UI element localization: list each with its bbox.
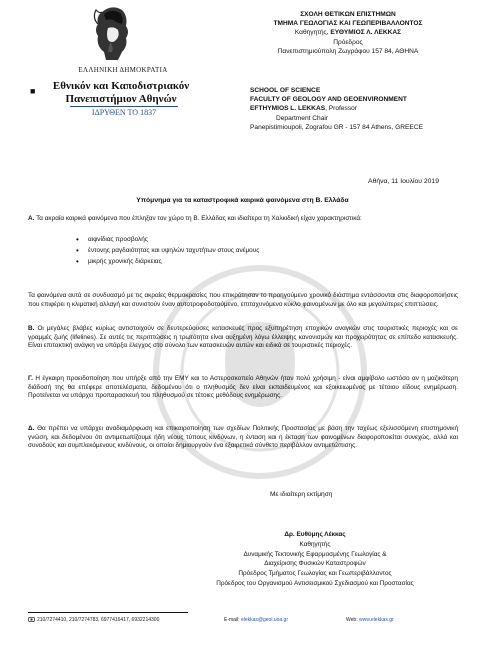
section-d-label: Δ.	[28, 425, 35, 432]
en-professor	[250, 104, 480, 113]
phone-icon	[28, 617, 35, 622]
athena-logo-icon	[88, 4, 136, 62]
footer-email-link[interactable]: elekkas@geol.uoa.gr	[240, 617, 289, 623]
footer-email	[224, 617, 288, 623]
footer-divider	[28, 612, 188, 613]
signer-line4: Πρόεδρος του Οργανισμού Αντισεισμικού Σχεδιασμού και Προστασίας	[216, 579, 414, 587]
en-prof-suffix: , Professor	[325, 105, 357, 113]
signer-line1: Δυναμικής Τεκτονικής Εφαρμοσμένης Γεωλογίας &	[243, 550, 387, 558]
signer-line3: Πρόεδρος Τμήματος Γεωλογίας και Γεωπεριβάλλοντος	[238, 570, 392, 578]
letter-date: Αθήνα, 11 Ιουλίου 2019	[368, 178, 439, 185]
gr-prof-name: ΕΥΘΥΜΙΟΣ Λ. ΛΕΚΚΑΣ	[330, 29, 402, 37]
header-greek	[228, 10, 468, 56]
en-school: SCHOOL OF SCIENCE	[250, 87, 321, 94]
footer-web	[346, 617, 394, 623]
section-c	[28, 375, 458, 401]
section-c-label: Γ.	[28, 375, 33, 382]
list-item: • αιφνίδιας προσβολής	[76, 234, 259, 245]
section-b-text: Οι μεγάλες βλάβες κυρίως αντιστοιχούν σε δευτερεύουσες κατασκευές προς εξυπηρέτηση εποχικών αναγκών στις τουριστικές περιοχές και σε γραμμές ζωής (lifelines). Σε αυτές τις περιπτώσεις η τρωτότητα είναι αυξημένη λόγω έλλειψης κανονισμών και προχειρότητας σε επίπεδο κατασκευής. Είναι επιτακτική ανάγκη να υπάρξει έλεγχος στο σύνολο των κατασκευών αυτών και ειδικά σε τουριστικές περιοχές.	[28, 325, 458, 350]
gr-professor	[228, 28, 468, 37]
gr-school: ΣΧΟΛΗ ΘΕΤΙΚΩΝ ΕΠΙΣΤΗΜΩΝ	[300, 11, 396, 18]
header-english	[250, 86, 480, 132]
footer-web-label: Web:	[346, 617, 359, 623]
list-item: • μικρής χρονικής διάρκειας	[76, 256, 259, 267]
gr-role: Πρόεδρος	[333, 38, 363, 46]
section-a-text: Τα ακραία καιρικά φαινόμενα που έπληξαν τον χώρο τη Β. Ελλάδας και ιδιαίτερα τη Χαλκιδική είχαν χαρακτηριστικά:	[34, 215, 362, 222]
closing-phrase: Με ιδιαίτερη εκτίμηση	[270, 491, 333, 498]
footer-phone-numbers: 210/7274410, 210/7274783, 6977416417, 6932214300	[37, 617, 160, 623]
footer-web-link[interactable]: www.elekkas.gr	[358, 617, 394, 623]
founded-divider	[70, 106, 178, 107]
country-name: ΕΛΛΗΝΙΚΗ ΔΗΜΟΚΡΑΤΙΑ	[78, 66, 168, 74]
gr-department: ΤΜΗΜΑ ΓΕΩΛΟΓΙΑΣ ΚΑΙ ΓΕΩΠΕΡΙΒΑΛΛΟΝΤΟΣ	[273, 20, 423, 28]
footer-email-label: E-mail:	[224, 617, 241, 623]
gr-address: Πανεπιστημιούπολη Ζωγράφου 157 84, ΑΘΗΝΑ	[277, 47, 419, 55]
university-name	[26, 80, 216, 106]
en-prof-name: EFTHYMIOS L. LEKKAS	[250, 105, 326, 113]
footer-phones	[28, 617, 159, 623]
en-address: Panepistimioupoli, Zografou GR - 157 84 Athens, GREECE	[250, 123, 423, 131]
university-name-line1: Εθνικόν και Καποδιστριακόν	[52, 80, 190, 92]
gr-prof-prefix: Καθηγητής,	[294, 29, 331, 37]
signer-title: Καθηγητής	[299, 540, 331, 548]
section-a-label: Α.	[28, 215, 35, 222]
bullet-icon: ■	[30, 86, 36, 96]
section-d-text: Θα πρέπει να υπάρχει αναδιαμόρφωση και επικαιροποίηση των σχεδίων Πολιτικής Προστασίας με βάση την ταχέως εξελισσόμενη επιστημονική γνώση, και δεδομένου ότι αντιμετωπίζουμε ήδη νέους τύπους κινδύνων, η ένταση και η έκταση των φαινομένων διαφοροποιείται συνεχώς, αλλά και συνοδούς και συμπλεκόμενους κινδύνους, οι οποίοι δημιουργούν ένα εξαιρετικά σύνθετο περιβάλλον αντιμετώπισης.	[28, 425, 458, 450]
en-faculty: FACULTY OF GEOLOGY AND GEOENVIRONMENT	[250, 96, 407, 104]
section-b	[28, 325, 458, 351]
section-b-label: Β.	[28, 325, 35, 332]
founded-year: ΙΔΡΥΘΕΝ ΤΟ 1837	[91, 108, 157, 117]
letter-subject: Υπόμνημα για τα καταστροφικά καιρικά φαινόμενα στη Β. Ελλάδα	[136, 197, 349, 204]
en-role: Department Chair	[276, 114, 329, 122]
section-a	[28, 215, 458, 224]
section-a-followup: Τα φαινόμενα αυτά σε συνδυασμό με τις ακραίες θερμοκρασίες που επικράτησαν το προηγούμενο χρονικό διάστημα εντάσσονται στις διαφοροποιήσεις που επιφέρει η κλιματική αλλαγή και συνιστούν έναν αυτοτροφοδοτούμενο, επιταχυνόμενο κύκλο φαινομένων με όλο και μεγαλύτερες επιπτώσεις.	[28, 292, 458, 308]
list-item: • έντονης ραγδαιότητας και υψηλών ταχυτήτων στους ανέμους	[76, 245, 259, 256]
signer-name: Δρ. Ευθύμης Λέκκας	[284, 531, 346, 538]
section-c-text: Η έγκαιρη προειδοποίηση που υπήρξε από την ΕΜΥ και το Αστεροσκοπείο Αθηνών ήταν πολύ χρήσιμη - είναι αμφίβολο ωστόσο αν η μαζικότερη διάδοσή της θα επέφερε αποτελέσματα, δεδομένου ότι ο πληθυσμός δεν είναι εκπαιδευμένος και εξοικειωμένος με τέτοιου είδους ενημέρωση. Προτείνεται να υπάρχει προπαρασκευή του πληθυσμού σε τέτοιες μεθόδους ενημέρωσης.	[28, 375, 458, 400]
university-name-line2: Πανεπιστήμιον Αθηνών	[65, 93, 177, 105]
signer-line2: Διαχείρισης Φυσικών Καταστροφών	[264, 560, 366, 568]
signature-block	[160, 530, 470, 589]
section-a-bullets	[76, 234, 259, 267]
section-d	[28, 425, 458, 451]
